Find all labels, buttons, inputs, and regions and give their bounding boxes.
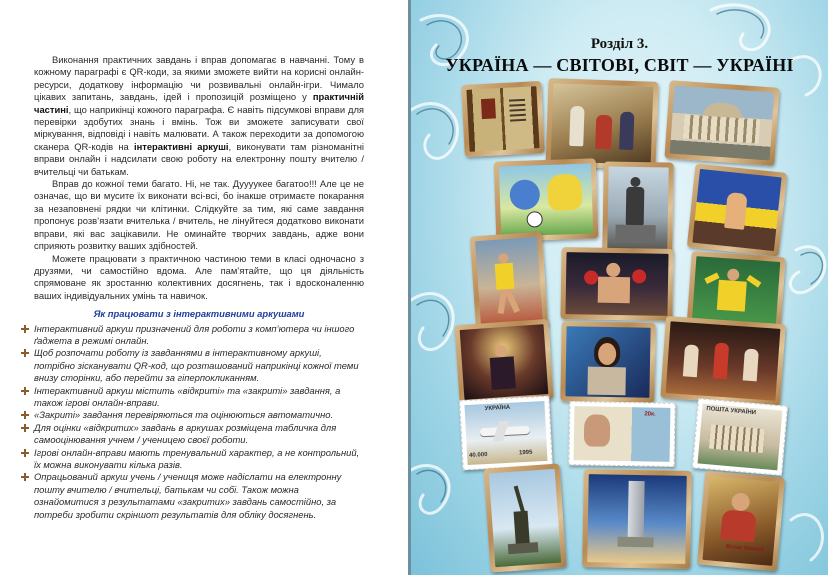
section-label: Розділ 3. (590, 36, 649, 52)
stamp-portrait: 20к. (568, 401, 675, 467)
photo-cartoon (494, 158, 599, 242)
list-item: Щоб розпочати роботу із завданнями в інтерактивному аркуші, потрібно зісканувати QR-код, що розташований наприкінці кожної теми внизу сторінки, або перейти за гіперпокликанням. (34, 347, 364, 384)
list-item: Інтерактивний аркуш містить «відкриті» та «закриті» завдання, а також ігрові онлайн-вправи. (34, 385, 364, 410)
photo-singer-stage (454, 319, 553, 405)
how-to-title: Як працювати з інтерактивними аркушами (93, 308, 305, 320)
stamp-airplane: УКРАЇНА 40.000 1995 (459, 396, 553, 471)
photo-cossack-mamai-painting: Козак Мамай (697, 471, 785, 572)
list-item: «Закриті» завдання перевіряються та оцінюються автоматично. (34, 409, 364, 421)
photo-monument-sky (582, 469, 692, 569)
list-item: Ігрові онлайн-вправи мають тренувальний характер, а не контрольний, їх можна виконувати кілька разів. (34, 447, 364, 472)
bullet-icon (21, 424, 29, 432)
photo-boxer (560, 247, 673, 321)
photo-athlete-runner (470, 232, 549, 333)
tips-list (34, 323, 364, 522)
photo-monument (602, 161, 674, 254)
bullet-icon (21, 349, 29, 357)
photo-statue (483, 463, 566, 572)
paragraph-1: Виконання практичних завдань і вправ допомагає в навчанні. Тому в кожному параграфі є QR-коди, за якими зможете вийти на корисні онлайн-ресурси, додаткову інформацію чи розвивальні онлайн-ігри. Чимало цікавих запитань, завдань, ідей і пропозицій розміщено у практичній частині, що наприкінці кожного параграфа. Є навіть підсумкові вправи для перевірки здобутих знань і вмінь. Тож ви зможете записувати свої міркування, відповіді і навіть малювати. А також переходити за допомогою сканера QR-кодів на інтерактивні аркуші, виконувати там різноманітні вправи онлайн і надсилати свою роботу на електронну пошту вчителю / вчительці чи батькам. (34, 54, 364, 177)
stamp-building: ПОШТА УКРАЇНИ (692, 398, 788, 476)
left-page (0, 0, 408, 575)
photo-theatre (660, 316, 785, 406)
bullet-icon (21, 449, 29, 457)
right-page (411, 0, 828, 575)
list-item: Опрацьований аркуш учень / учениця може надіслати на електронну пошту вчителю / вчительці, батькам чи собі. Також можна ознайомитися з результатами «закритих» завдань самостійно, за потреби зробити скріншот результатів для обліку досягнень. (34, 471, 364, 521)
bullet-icon (21, 411, 29, 419)
paragraph-2: Вправ до кожної теми багато. Ні, не так. Дуууукее багатоо!!! Але це не означає, що ви мусите їх виконати всі-всі, бо інакше отримаєте покарання за незаповнені рядки чи клітинки. Слідкуйте за тим, які саме завдання пропонує розв’язати вчителька / вчитель, не лінуйтеся додатково виконати вправи, які вас зацікавили. Не оминайте творчих завдань, адже вони сприяють розвитку ваших здібностей. (34, 178, 364, 252)
paragraph-3: Можете працювати з практичною частиною теми в класі одночасно з друзями, чи самостійно вдома. Але пам’ятайте, що ця діяльність спрямоване як зростанню колективних досягнень, так і вдосконаленню ваших індивідуальних умінь та навичок. (34, 252, 364, 301)
photo-flag-celebration (687, 163, 787, 256)
section-title: УКРАЇНА — СВІТОВІ, СВІТ — УКРАЇНІ (445, 55, 794, 75)
bullet-icon (21, 387, 29, 395)
photo-painting-family (545, 78, 658, 170)
text-column (34, 54, 364, 521)
photo-opera-house (664, 80, 779, 165)
list-item: Інтерактивний аркуш призначений для роботи з комп’ютера чи іншого ґаджета в режимі онлайн. (34, 323, 364, 348)
list-item: Для оцінки «відкритих» завдань в аркушах розміщена табличка для самооцінювання учнем / ученицею своєї роботи. (34, 422, 364, 447)
bullet-icon (21, 325, 29, 333)
photo-manuscript (461, 81, 545, 157)
photo-singer-portrait (560, 321, 655, 403)
bullet-icon (21, 473, 29, 481)
